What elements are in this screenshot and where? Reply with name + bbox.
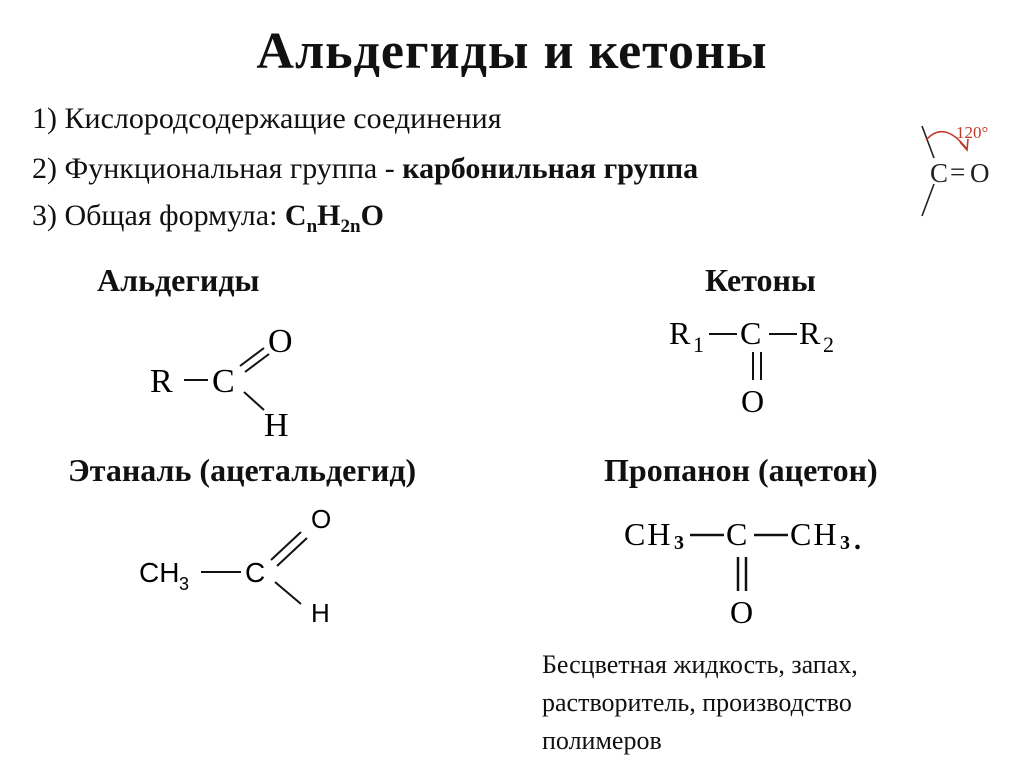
ethanal-heading: Этаналь (ацетальдегид) [68,452,417,488]
point-3-text: Общая формула: [64,199,285,232]
formula-c: C [284,199,307,232]
eth-h: H [311,598,330,628]
propanone-structure [620,505,920,630]
eth-o: O [311,504,332,534]
page-title: Альдегиды и кетоны [256,23,768,80]
prop-c: C [726,516,748,552]
ald-double-bond-2 [245,354,269,372]
point-1-prefix: 1) [32,102,65,135]
ald-c-h-bond [244,392,264,410]
point-1 [32,102,502,136]
carbonyl-bond: = [950,157,966,187]
point-2-bold: карбонильная группа [402,152,699,185]
formula-c-sub: n [306,216,318,237]
point-3 [32,199,384,238]
description-line-2: растворитель, производство [542,688,852,717]
carbonyl-lower-bond [922,184,934,216]
ket-r2-sub: 2 [823,332,834,357]
prop-o: O [730,594,754,630]
acetone-description [542,646,858,760]
carbonyl-upper-bond [922,126,934,158]
ket-r1: R [669,315,691,351]
prop-left-sub: 3 [674,532,684,554]
ket-o: O [741,383,765,419]
eth-double-bond-2 [277,538,307,566]
ket-c: C [740,315,762,351]
prop-right-sub: 3 [840,532,850,554]
formula-h: H [317,199,341,232]
point-1-text: Кислородсодержащие соединения [64,102,502,135]
point-3-prefix: 3) [32,199,65,232]
ket-r2: R [799,315,821,351]
prop-dot: . [854,525,861,556]
eth-double-bond-1 [271,532,301,560]
ald-c: C [212,363,235,400]
aldehydes-heading: Альдегиды [97,262,260,298]
ketones-heading: Кетоны [705,262,816,298]
description-line-1: Бесцветная жидкость, запах, [542,650,858,679]
propanone-heading: Пропанон (ацетон) [604,452,878,488]
carbonyl-group-diagram [900,118,1010,223]
ketone-structure [665,310,865,420]
description-line-3: полимеров [542,726,662,755]
eth-c: C [245,557,266,588]
ald-o: O [268,323,293,360]
prop-right-ch: CH [790,516,839,552]
ket-r1-sub: 1 [693,332,704,357]
ald-double-bond-1 [240,348,264,366]
point-2 [32,152,698,186]
ald-h: H [264,407,289,442]
point-2-text: Функциональная группа - [64,152,403,185]
formula-h-sub: 2n [340,216,361,237]
aldehyde-structure [140,312,320,442]
ethanal-structure [135,500,355,630]
carbonyl-c: C [930,158,949,188]
angle-label: 120° [956,123,989,142]
carbonyl-o: O [970,158,990,188]
eth-ch: CH [139,557,180,588]
eth-ch3-sub: 3 [179,574,190,594]
ald-r: R [150,363,173,400]
prop-left-ch: CH [624,516,673,552]
point-2-prefix: 2) [32,152,65,185]
eth-c-h-bond [275,582,301,604]
formula-o: O [360,199,384,232]
general-formula [284,199,384,237]
